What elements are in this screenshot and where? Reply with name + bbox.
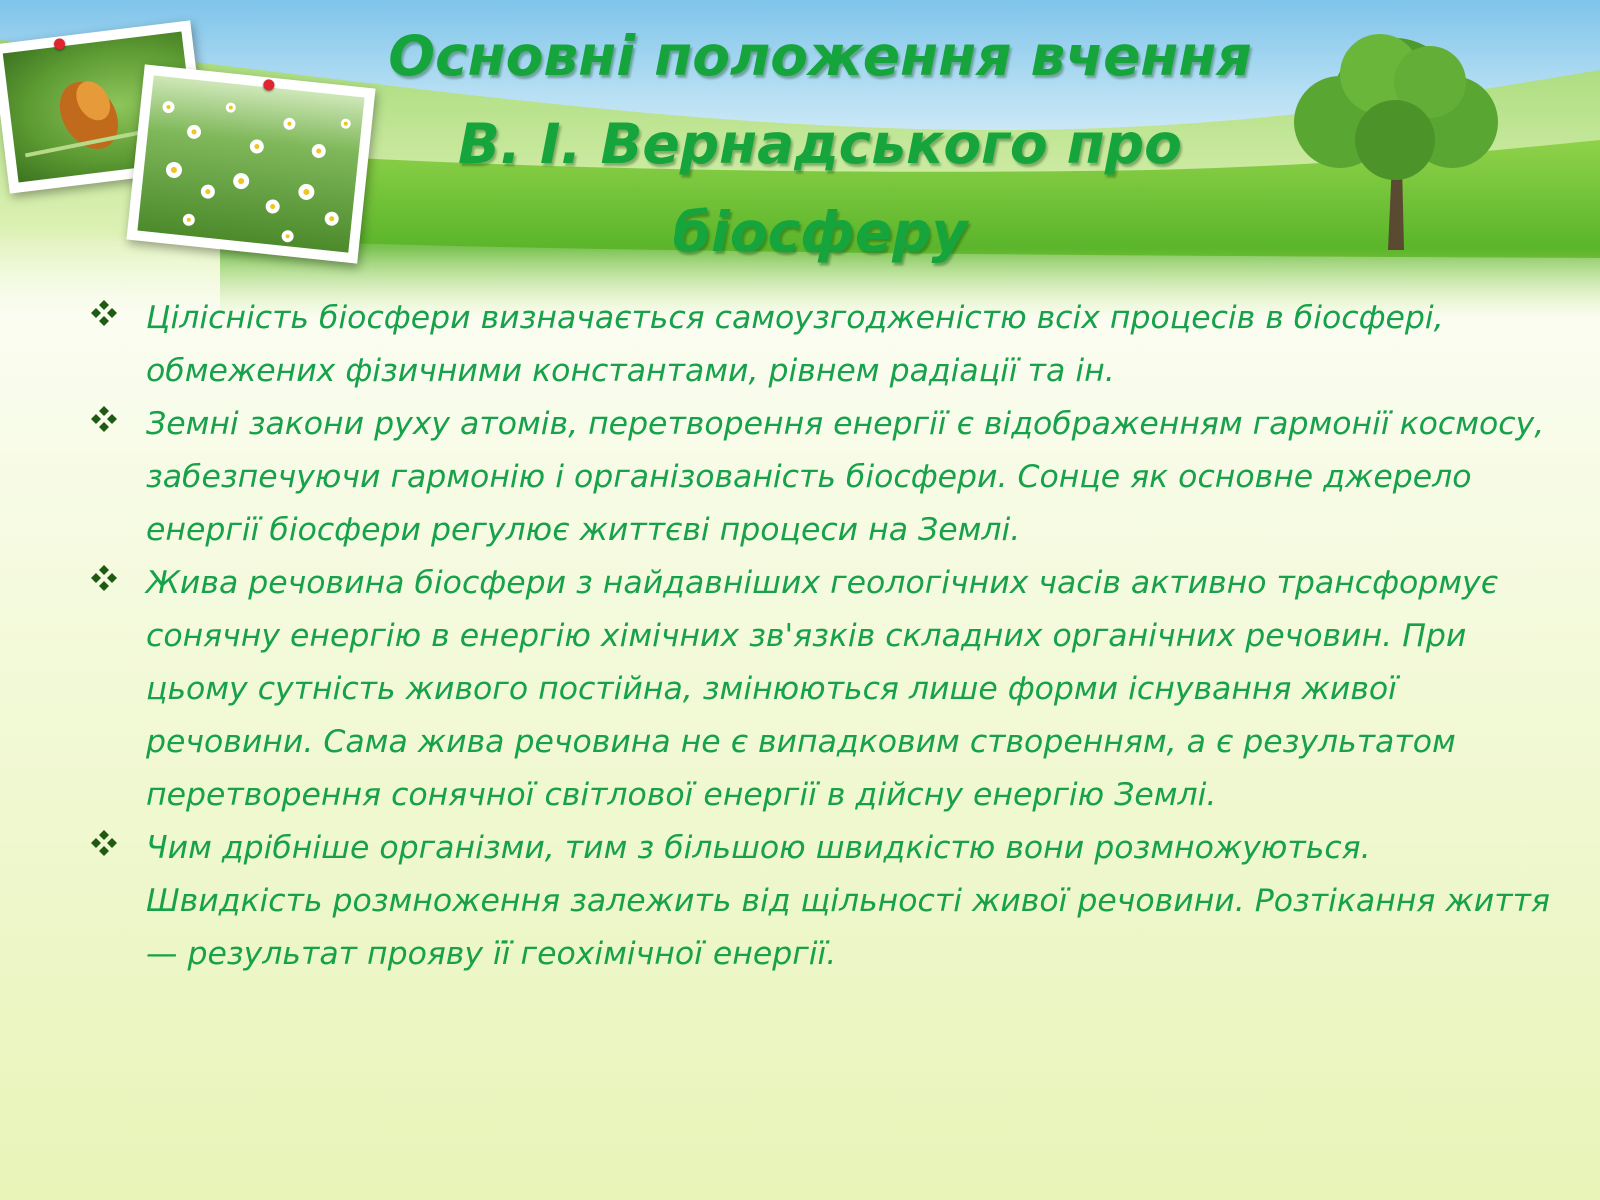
diamond-quad-bullet-icon — [90, 564, 118, 592]
list-item-text: Цілісність біосфери визначається самоузгодженістю всіх процесів в біосфері, обмежених фізичними константами, рівнем радіації та ін. — [146, 300, 1444, 389]
diamond-quad-bullet-icon — [90, 405, 118, 433]
list-item — [90, 822, 1555, 981]
title-line: біосферу — [672, 200, 968, 264]
title-line: В. І. Вернадського про — [458, 112, 1182, 176]
list-item — [90, 557, 1555, 822]
list-item-text: Чим дрібніше організми, тим з більшою швидкістю вони розмножуються. Швидкість розмноження залежить від щільності живої речовини. Розтікання життя — результат прояву її геохімічної енергії. — [146, 830, 1550, 972]
title-line: Основні положення вчення — [388, 24, 1252, 88]
list-item — [90, 292, 1555, 398]
list-item — [90, 398, 1555, 557]
bullet-list — [90, 292, 1555, 981]
slide-title — [330, 12, 1310, 276]
diamond-quad-bullet-icon — [90, 829, 118, 857]
list-item-text: Земні закони руху атомів, перетворення енергії є відображенням гармонії космосу, забезпечуючи гармонію і організованість біосфери. Сонце як основне джерело енергії біосфери регулює життєві процеси на Землі. — [146, 406, 1545, 548]
list-item-text: Жива речовина біосфери з найдавніших геологічних часів активно трансформує сонячну енергію в енергію хімічних зв'язків складних органічних речовин. При цьому сутність живого постійна, змінюються лише форми існування живої речовини. Сама жива речовина не є випадковим створенням, а є результатом перетворення сонячної світлової енергії в дійсну енергію Землі. — [146, 565, 1498, 813]
diamond-quad-bullet-icon — [90, 299, 118, 327]
